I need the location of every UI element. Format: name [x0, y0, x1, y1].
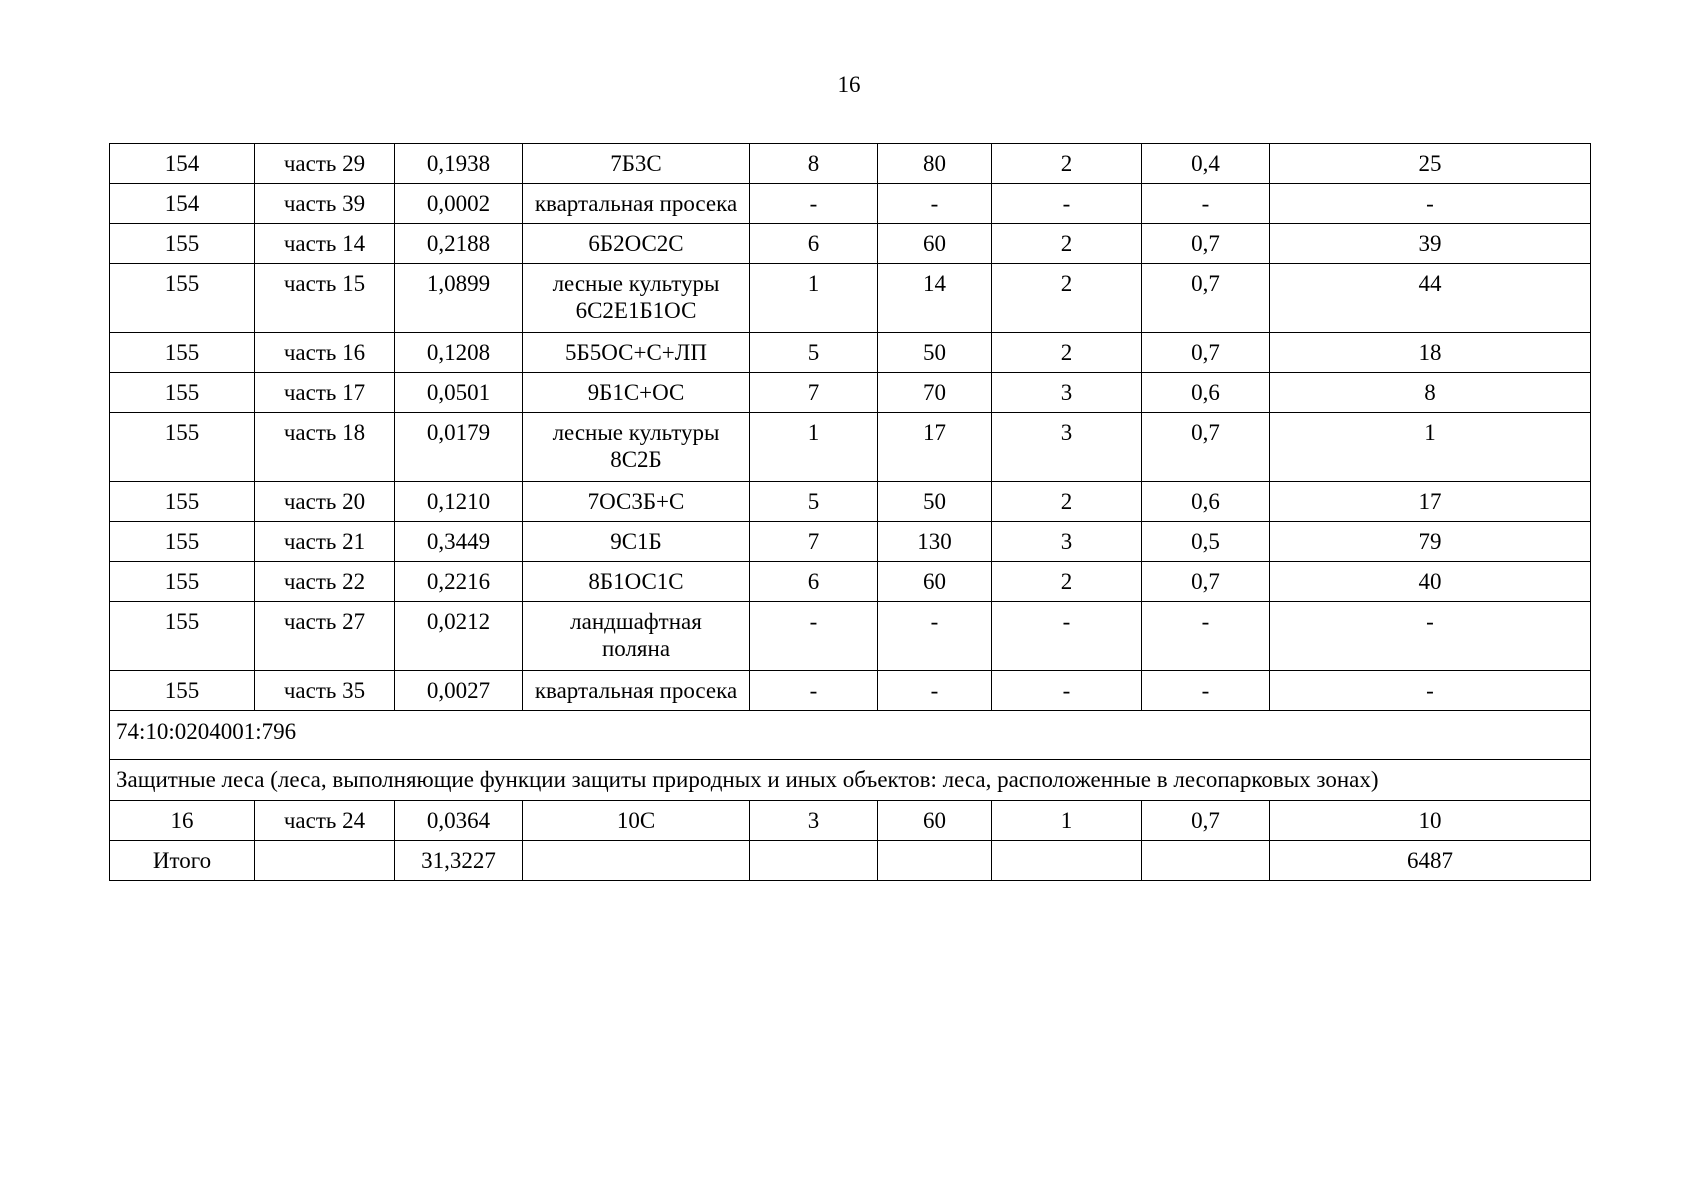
table-row — [110, 602, 1591, 671]
table-cell — [750, 841, 878, 881]
table-cell: 0,2188 — [395, 224, 523, 264]
table-cell: - — [992, 671, 1142, 711]
table-cell: 44 — [1270, 264, 1591, 333]
table-cell — [523, 144, 750, 184]
table-cell — [523, 184, 750, 224]
table-row — [110, 373, 1591, 413]
table-cell: часть 27 — [255, 602, 395, 671]
table-cell: часть 39 — [255, 184, 395, 224]
table-cell: 70 — [878, 373, 992, 413]
table-cell: 80 — [878, 144, 992, 184]
table-cell: 155 — [110, 373, 255, 413]
table-cell: 1 — [750, 264, 878, 333]
table-cell: 0,2216 — [395, 562, 523, 602]
table-row — [110, 184, 1591, 224]
species-line: квартальная просека — [534, 678, 738, 703]
table-row — [110, 482, 1591, 522]
cadastral-row — [110, 711, 1591, 760]
table-cell: 1,0899 — [395, 264, 523, 333]
table-cell: 0,1938 — [395, 144, 523, 184]
table-cell: 6 — [750, 224, 878, 264]
table-cell — [992, 841, 1142, 881]
table-cell — [523, 413, 750, 482]
table-cell: 130 — [878, 522, 992, 562]
table-cell: 2 — [992, 264, 1142, 333]
table-cell: 2 — [992, 224, 1142, 264]
table-cell: 155 — [110, 333, 255, 373]
species-line: 10С — [616, 808, 656, 833]
species-line: 9С1Б — [610, 529, 662, 554]
table-cell: 14 — [878, 264, 992, 333]
table-cell: 7 — [750, 373, 878, 413]
table-cell: 0,7 — [1142, 333, 1270, 373]
species-line: лесные культуры — [552, 420, 720, 445]
table-cell: 3 — [992, 522, 1142, 562]
table-cell — [523, 264, 750, 333]
table-cell: 155 — [110, 522, 255, 562]
table-cell: - — [992, 602, 1142, 671]
table-cell: 155 — [110, 562, 255, 602]
table-cell: 6 — [750, 562, 878, 602]
table-cell: 155 — [110, 413, 255, 482]
table-cell: часть 35 — [255, 671, 395, 711]
species-line: квартальная просека — [534, 191, 738, 216]
table-cell: - — [1142, 602, 1270, 671]
forest-category: Защитные леса (леса, выполняющие функции защиты природных и иных объектов: леса, расположенные в лесопарковых зонах) — [110, 760, 1591, 801]
table-row — [110, 671, 1591, 711]
table-cell: - — [750, 602, 878, 671]
table-cell: 1 — [992, 801, 1142, 841]
species-line: ландшафтная — [570, 609, 702, 634]
table-cell: 155 — [110, 224, 255, 264]
cadastral-number: 74:10:0204001:796 — [110, 711, 1591, 760]
table-cell: - — [878, 184, 992, 224]
table-cell: 155 — [110, 264, 255, 333]
table-cell: 154 — [110, 144, 255, 184]
table-cell — [523, 841, 750, 881]
table-cell: часть 20 — [255, 482, 395, 522]
table-cell — [255, 841, 395, 881]
table-cell: часть 14 — [255, 224, 395, 264]
table-cell: 2 — [992, 333, 1142, 373]
table-cell: 0,4 — [1142, 144, 1270, 184]
table-cell: 8 — [1270, 373, 1591, 413]
table-cell: 0,0501 — [395, 373, 523, 413]
table-cell: 79 — [1270, 522, 1591, 562]
table-cell: часть 24 — [255, 801, 395, 841]
table-cell: 0,1210 — [395, 482, 523, 522]
species-line: 6Б2ОС2С — [588, 231, 684, 256]
table-cell: 7 — [750, 522, 878, 562]
table-cell: 0,6 — [1142, 482, 1270, 522]
species-line: 7ОС3Б+С — [587, 489, 685, 514]
table-cell: 2 — [992, 562, 1142, 602]
total-area: 31,3227 — [395, 841, 523, 881]
table-cell: 0,0212 — [395, 602, 523, 671]
table-cell: 18 — [1270, 333, 1591, 373]
table-cell: 3 — [992, 413, 1142, 482]
table-cell: часть 29 — [255, 144, 395, 184]
table-cell: 1 — [750, 413, 878, 482]
table-row — [110, 801, 1591, 841]
table-cell: - — [1270, 602, 1591, 671]
table-cell: 154 — [110, 184, 255, 224]
table-cell: 0,7 — [1142, 224, 1270, 264]
table-cell: 40 — [1270, 562, 1591, 602]
table-cell: - — [878, 602, 992, 671]
table-cell — [523, 482, 750, 522]
table-cell — [523, 562, 750, 602]
table-cell: часть 16 — [255, 333, 395, 373]
table-cell: - — [1270, 184, 1591, 224]
table-cell: 0,6 — [1142, 373, 1270, 413]
table-cell: 2 — [992, 482, 1142, 522]
table-cell: часть 18 — [255, 413, 395, 482]
species-line: 6С2Е1Б1ОС — [575, 298, 697, 323]
table-cell: часть 15 — [255, 264, 395, 333]
table-cell: - — [1142, 671, 1270, 711]
table-body-top — [110, 144, 1591, 711]
table-cell: 0,7 — [1142, 264, 1270, 333]
table-row — [110, 333, 1591, 373]
table-cell: 25 — [1270, 144, 1591, 184]
table-cell — [523, 671, 750, 711]
table-cell: 3 — [992, 373, 1142, 413]
table-cell: 17 — [878, 413, 992, 482]
table-cell — [878, 841, 992, 881]
total-volume: 6487 — [1270, 841, 1591, 881]
table-row — [110, 413, 1591, 482]
species-line: 8С2Б — [610, 447, 662, 472]
table-cell: 0,7 — [1142, 562, 1270, 602]
table-cell: - — [878, 671, 992, 711]
table-cell: 5 — [750, 333, 878, 373]
table-cell: часть 17 — [255, 373, 395, 413]
table-cell: 0,7 — [1142, 801, 1270, 841]
table-body-bottom — [110, 801, 1591, 841]
table-cell — [523, 801, 750, 841]
table-cell: 0,0179 — [395, 413, 523, 482]
table-cell — [523, 333, 750, 373]
table-cell: 155 — [110, 602, 255, 671]
table-row — [110, 264, 1591, 333]
total-row — [110, 841, 1591, 881]
species-line: лесные культуры — [552, 271, 720, 296]
table-cell: - — [1270, 671, 1591, 711]
table-body-section — [110, 711, 1591, 801]
table-cell: 1 — [1270, 413, 1591, 482]
table-cell: 0,1208 — [395, 333, 523, 373]
table-cell: 50 — [878, 482, 992, 522]
table-cell: 155 — [110, 671, 255, 711]
table-row — [110, 562, 1591, 602]
table-cell — [523, 373, 750, 413]
table-cell: 60 — [878, 224, 992, 264]
table-cell: 155 — [110, 482, 255, 522]
total-label: Итого — [110, 841, 255, 881]
species-line: 7Б3С — [610, 151, 662, 176]
page-number: 16 — [837, 72, 861, 97]
table-cell: 0,0027 — [395, 671, 523, 711]
table-cell — [523, 522, 750, 562]
table-cell: 0,5 — [1142, 522, 1270, 562]
table-cell: 0,3449 — [395, 522, 523, 562]
table-cell: 50 — [878, 333, 992, 373]
table-cell: - — [1142, 184, 1270, 224]
table-cell: 3 — [750, 801, 878, 841]
table-row — [110, 224, 1591, 264]
table-cell: 0,0002 — [395, 184, 523, 224]
species-line: 9Б1С+ОС — [587, 380, 685, 405]
species-line: поляна — [601, 636, 671, 661]
species-line: 5Б5ОС+С+ЛП — [565, 340, 707, 365]
species-line: 8Б1ОС1С — [588, 569, 684, 594]
table-row — [110, 144, 1591, 184]
table-cell: 60 — [878, 562, 992, 602]
table-cell: 8 — [750, 144, 878, 184]
forest-inventory-table — [109, 143, 1591, 881]
forest-category-row — [110, 760, 1591, 801]
table-row — [110, 522, 1591, 562]
table-cell: 10 — [1270, 801, 1591, 841]
table-cell: часть 21 — [255, 522, 395, 562]
table-cell — [1142, 841, 1270, 881]
table-cell: 17 — [1270, 482, 1591, 522]
table-cell: - — [992, 184, 1142, 224]
table-cell: - — [750, 671, 878, 711]
table-cell: - — [750, 184, 878, 224]
table-cell: 5 — [750, 482, 878, 522]
table-cell: 0,7 — [1142, 413, 1270, 482]
table-cell: 2 — [992, 144, 1142, 184]
table-cell: 39 — [1270, 224, 1591, 264]
table-cell: 60 — [878, 801, 992, 841]
table-cell: 16 — [110, 801, 255, 841]
table-cell — [523, 602, 750, 671]
table-cell: 0,0364 — [395, 801, 523, 841]
table-cell — [523, 224, 750, 264]
table-body-total — [110, 841, 1591, 881]
table-cell: часть 22 — [255, 562, 395, 602]
